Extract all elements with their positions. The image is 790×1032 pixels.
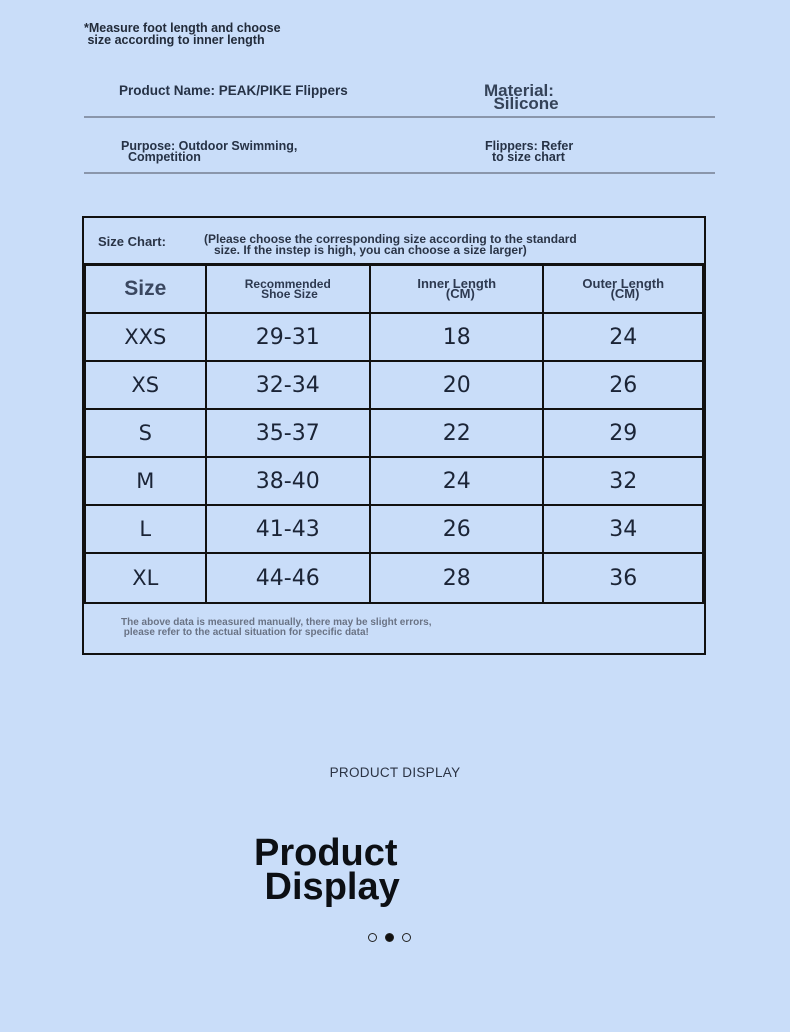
- cell-shoe-size: 32-34: [206, 361, 371, 409]
- cell-outer-length: 34: [543, 505, 703, 553]
- purpose-label: Purpose: Outdoor Swimming, Competition: [121, 139, 298, 164]
- cell-inner-length: 18: [370, 313, 543, 361]
- divider: [84, 116, 715, 118]
- measure-note: *Measure foot length and choose size according to inner length: [84, 21, 281, 47]
- cell-size: M: [85, 457, 206, 505]
- carousel-dot-3[interactable]: [402, 933, 411, 942]
- cell-outer-length: 24: [543, 313, 703, 361]
- cell-inner-length: 28: [370, 553, 543, 603]
- cell-inner-length: 20: [370, 361, 543, 409]
- cell-inner-length: 24: [370, 457, 543, 505]
- cell-shoe-size: 41-43: [206, 505, 371, 553]
- carousel-dot-2-active[interactable]: [385, 933, 394, 942]
- cell-outer-length: 26: [543, 361, 703, 409]
- col-header-outer-length: Outer Length (CM): [543, 265, 703, 313]
- cell-shoe-size: 44-46: [206, 553, 371, 603]
- cell-size: S: [85, 409, 206, 457]
- table-row: [85, 553, 703, 603]
- product-display-caption: PRODUCT DISPLAY: [329, 765, 461, 780]
- size-chart-title: Size Chart:: [98, 234, 166, 249]
- divider: [84, 172, 715, 174]
- cell-shoe-size: 35-37: [206, 409, 371, 457]
- flippers-label: Flippers: Refer to size chart: [485, 139, 574, 164]
- carousel-indicator: [368, 933, 411, 942]
- size-chart-instruction: (Please choose the corresponding size according to the standard size. If the instep is high, you can choose a size larger): [204, 232, 577, 257]
- col-header-size: Size: [85, 265, 206, 313]
- size-chart: [82, 216, 706, 655]
- cell-outer-length: 29: [543, 409, 703, 457]
- cell-inner-length: 22: [370, 409, 543, 457]
- table-row: [85, 457, 703, 505]
- cell-shoe-size: 38-40: [206, 457, 371, 505]
- table-row: [85, 409, 703, 457]
- table-row: [85, 361, 703, 409]
- table-footnote: The above data is measured manually, there may be slight errors, please refer to the actual situation for specific data!: [85, 603, 703, 652]
- cell-size: XS: [85, 361, 206, 409]
- cell-size: XL: [85, 553, 206, 603]
- material-label: Material: Silicone: [484, 81, 559, 113]
- cell-inner-length: 26: [370, 505, 543, 553]
- table-row: [85, 313, 703, 361]
- cell-shoe-size: 29-31: [206, 313, 371, 361]
- col-header-inner-length: Inner Length (CM): [370, 265, 543, 313]
- table-footnote-row: [85, 603, 703, 652]
- cell-size: XXS: [85, 313, 206, 361]
- size-table: [84, 264, 704, 652]
- table-header-row: [85, 265, 703, 313]
- table-row: [85, 505, 703, 553]
- size-chart-header: [84, 218, 704, 265]
- col-header-shoe-size: Recommended Shoe Size: [206, 265, 371, 313]
- product-display-title: Product Display: [254, 832, 400, 908]
- cell-size: L: [85, 505, 206, 553]
- cell-outer-length: 32: [543, 457, 703, 505]
- carousel-dot-1[interactable]: [368, 933, 377, 942]
- cell-outer-length: 36: [543, 553, 703, 603]
- product-name: Product Name: PEAK/PIKE Flippers: [119, 83, 348, 98]
